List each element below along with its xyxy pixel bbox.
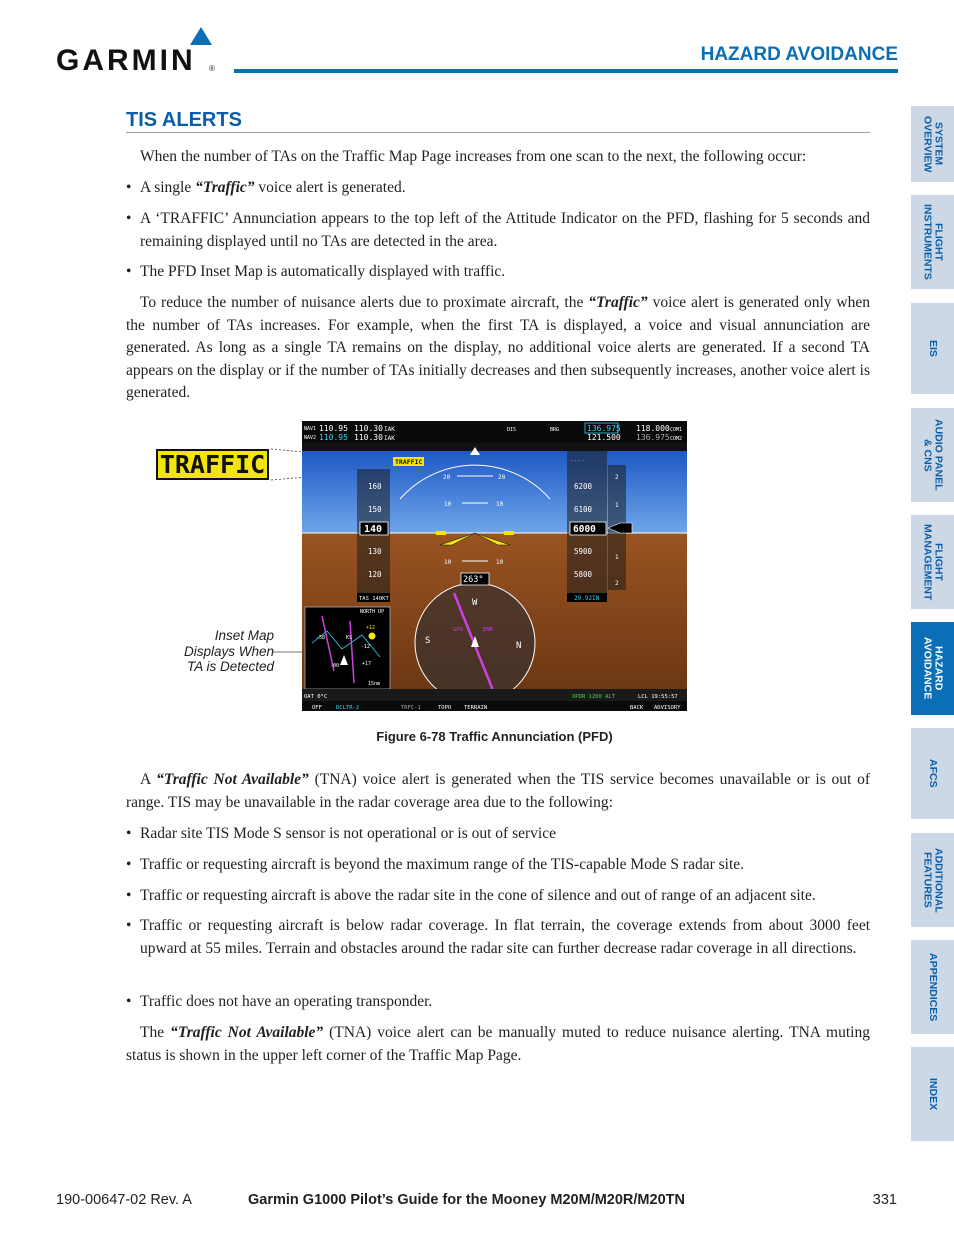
tas-readout: TAS 140KT [359, 596, 389, 602]
com2-standby: 136.975 [636, 433, 670, 442]
airspeed-tick: 130 [368, 547, 382, 556]
bullet-traffic-annunciation: • A ‘TRAFFIC’ Annunciation appears to the top left of the Attitude Indicator on the PFD, flashing for 5 seconds and remaining displayed until no TAs are detected in the area. [126, 208, 870, 253]
dis-label: DIS [507, 427, 517, 433]
inset-traffic-label: -12 [361, 644, 371, 650]
garmin-logo: GARMIN [56, 44, 196, 77]
status-bar [302, 689, 687, 701]
wing-bar-left [436, 531, 446, 535]
bullet-beyond-range: • Traffic or requesting aircraft is beyond the maximum range of the TIS-capable Mode S radar site. [126, 854, 870, 877]
airspeed-tick: 120 [368, 570, 382, 579]
tab-label: APPENDICES [927, 952, 939, 1022]
bullet-single-voice-alert: • A single “Traffic” voice alert is generated. [126, 177, 870, 200]
tab-label: HAZARD AVOIDANCE [921, 637, 945, 700]
com1-label: COM1 [670, 427, 683, 433]
oat-readout: OAT 0°C [304, 694, 328, 700]
tab-index[interactable] [911, 1047, 954, 1141]
traffic-advisory-icon [369, 633, 376, 640]
com2-label: COM2 [670, 436, 683, 442]
nav1-active: 110.95 [319, 424, 348, 433]
tab-label: ADDITIONAL FEATURES [921, 847, 945, 913]
hsi-cardinal: N [516, 641, 522, 651]
tab-flight-instruments[interactable] [911, 195, 954, 289]
airspeed-tick: 160 [368, 482, 382, 491]
inset-traffic-label: +12 [366, 625, 376, 631]
pitch-label: 20 [498, 474, 506, 481]
bullet-inset-map: • The PFD Inset Map is automatically displayed with traffic. [126, 261, 870, 284]
paragraph-intro: When the number of TAs on the Traffic Map Page increases from one scan to the next, the following occur: [140, 148, 807, 165]
tab-system-overview[interactable] [911, 106, 954, 182]
garmin-logo-delta-icon [190, 27, 212, 45]
logo-registered-mark: ® [209, 64, 215, 73]
com1-standby: 118.000 [636, 424, 670, 433]
tab-label: FLIGHT MANAGEMENT [921, 523, 945, 601]
vsi-tick: 2 [615, 580, 619, 587]
inset-traffic-label: -58 [316, 635, 326, 641]
paragraph-nuisance-alerts: To reduce the number of nuisance alerts due to proximate aircraft, the “Traffic” voice alert is generated only when the number of TAs increases. For example, when the first TA is displayed, a voice and visual annunciation are generated. As long as a single TA remains on the display, no additional voice alerts are generated. If a second TA appears on the display or if the number of TAs initially decreases and then subsequently increases, another voice alert is generated. [126, 294, 871, 402]
traffic-annunciation-callout: TRAFFIC [156, 449, 269, 480]
altitude-tick: 6100 [574, 505, 593, 514]
com1-active: 136.975 [587, 424, 621, 433]
wing-bar-right [504, 531, 514, 535]
inset-map-range: 15nm [368, 681, 381, 687]
softkey-terrain[interactable]: TERRAIN [464, 705, 488, 711]
tab-afcs[interactable] [911, 728, 954, 819]
local-time: LCL 19:55:57 [638, 694, 678, 700]
tab-hazard-avoidance[interactable] [911, 622, 954, 715]
inset-map-orientation: NORTH UP [360, 609, 385, 615]
nav1-standby: 110.30 [354, 424, 383, 433]
section-title: HAZARD AVOIDANCE [700, 44, 898, 65]
inset-traffic-label: +17 [362, 661, 372, 667]
tab-additional-features[interactable] [911, 833, 954, 927]
pitch-label: 20 [443, 474, 451, 481]
bullet-below-coverage: • Traffic or requesting aircraft is below radar coverage. In flat terrain, the coverage extends from about 3000 feet upward at 55 miles. Terrain and obstacles around the radar site can further decrease radar coverage in all directions. [126, 915, 870, 960]
hsi-cardinal: S [425, 636, 431, 646]
softkey-back[interactable]: BACK [630, 705, 644, 711]
vsi-tick: 1 [615, 502, 619, 509]
tab-eis[interactable] [911, 303, 954, 394]
bullet-no-transponder: • Traffic does not have an operating transponder. [126, 991, 870, 1014]
baro-setting: 29.92IN [574, 595, 600, 602]
inset-map-callout: Inset Map Displays When TA is Detected [183, 628, 274, 674]
tab-label: SYSTEM OVERVIEW [921, 115, 945, 173]
tab-flight-management[interactable] [911, 515, 954, 609]
softkey-trfc[interactable]: TRFC-1 [401, 705, 421, 711]
tab-label: INDEX [927, 1077, 939, 1111]
tab-audio-panel-cns[interactable] [911, 408, 954, 502]
inset-traffic-label: -00 [330, 663, 340, 669]
xpdr-readout: XPDR 1200 ALT [572, 694, 616, 700]
heading-rule [126, 132, 870, 133]
nav1-label: NAV1 [304, 426, 317, 432]
footer-doc-number: 190-00647-02 Rev. A [56, 1192, 192, 1208]
altitude-tick: 6200 [574, 482, 593, 491]
softkey-topo[interactable]: TOPO [438, 705, 452, 711]
altitude-tick: 5900 [574, 547, 593, 556]
pitch-label: 10 [444, 501, 452, 508]
page-heading: TIS ALERTS [126, 109, 242, 131]
paragraph-tna-alert: A “Traffic Not Available” (TNA) voice alert is generated when the TIS service becomes unavailable or is out of range. TIS may be unavailable in the radar coverage area due to the following: [126, 771, 870, 811]
page-number: 331 [872, 1192, 897, 1208]
footer-title: Garmin G1000 Pilot’s Guide for the Mooney M20M/M20R/M20TN [248, 1192, 685, 1208]
nav2-active: 110.95 [319, 433, 348, 442]
heading-readout: 263° [463, 575, 484, 585]
pitch-label: 10 [444, 559, 452, 566]
altitude-tick: 5800 [574, 570, 593, 579]
inset-map-waypoint: KS [346, 635, 353, 641]
com2-active: 121.500 [587, 433, 621, 442]
softkey-advisory[interactable]: ADVISORY [654, 705, 681, 711]
vsi-tick: 1 [615, 554, 619, 561]
altitude-current: 6000 [573, 524, 596, 535]
softkey-bar [302, 701, 687, 711]
nav1-id: IAK [384, 426, 395, 433]
nav2-label: NAV2 [304, 435, 317, 441]
pitch-label: 10 [496, 501, 504, 508]
hsi-flight-phase: ENR [483, 627, 493, 633]
softkey-dcltr[interactable]: DCLTR-2 [336, 705, 360, 711]
tab-label: AFCS [927, 759, 939, 788]
altitude-bug: ---- [570, 457, 585, 464]
softkey-off[interactable]: OFF [312, 705, 322, 711]
tab-label: EIS [927, 340, 939, 357]
bullet-sensor-not-operational: • Radar site TIS Mode S sensor is not operational or is out of service [126, 823, 870, 846]
bullet-cone-of-silence: • Traffic or requesting aircraft is above the radar site in the cone of silence and out of range of an adjacent site. [126, 885, 870, 908]
paragraph-tna-muting: The “Traffic Not Available” (TNA) voice alert can be manually muted to reduce nuisance alerting. TNA muting status is shown in the upper left corner of the Traffic Map Page. [126, 1024, 870, 1064]
tab-label: FLIGHT INSTRUMENTS [921, 204, 945, 280]
hsi-nav-source: GPS [453, 627, 463, 633]
pitch-label: 10 [496, 559, 504, 566]
traffic-annunciation-text: TRAFFIC [395, 458, 423, 466]
brg-label: BRG [550, 427, 560, 433]
inset-map [305, 607, 390, 689]
tab-label: AUDIO PANEL & CNS [921, 419, 945, 491]
airspeed-tick: 150 [368, 505, 382, 514]
hsi-cardinal: W [472, 598, 478, 608]
nav2-standby: 110.30 [354, 433, 383, 442]
airspeed-current: 140 [364, 524, 383, 535]
pfd-display [302, 421, 687, 711]
figure-caption: Figure 6-78 Traffic Annunciation (PFD) [376, 729, 613, 744]
header-rule [234, 69, 898, 73]
vsi-tick: 2 [615, 474, 619, 481]
pfd-screenshot [302, 421, 687, 711]
tab-appendices[interactable] [911, 940, 954, 1034]
nav2-id: IAK [384, 435, 395, 442]
